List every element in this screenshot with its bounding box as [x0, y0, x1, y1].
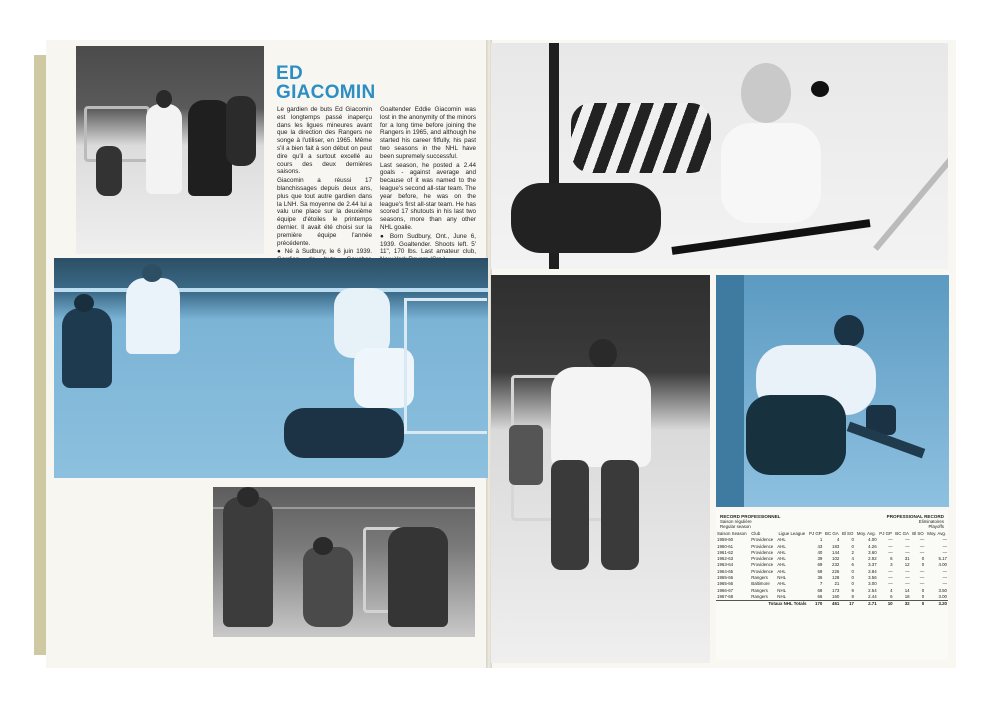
en-paragraph: Last season, he posted a 2.44 goals - against average and because of it was named to the league's second all-star team. The year before, he was on the league's first all-star team. He has scored 17 shutouts in his last two seasons, more than any other NHL goalie. — [380, 161, 476, 231]
record-cell: 0 — [921, 587, 925, 593]
record-cell: 0 — [921, 556, 925, 562]
record-cell: — — [942, 549, 947, 555]
col-header: BC GA — [895, 531, 909, 536]
record-cell: 1962-63 — [717, 556, 734, 562]
record-cell: 36 — [817, 575, 823, 581]
record-cell: 18 — [904, 593, 910, 599]
col-header: Bl SO — [912, 531, 924, 536]
photo-giacomin-diving — [491, 43, 948, 269]
fr-paragraph: ● Né à Sudbury, le 6 juin 1939. — [277, 248, 372, 256]
record-cell: 39 — [817, 556, 823, 562]
record-cell: 160 — [832, 593, 840, 599]
record-cell: 0 — [921, 562, 925, 568]
record-cell: 4 — [836, 537, 840, 543]
col-header: Moy. Avg. — [856, 531, 876, 536]
record-cell: 3 — [890, 562, 893, 568]
title-line-2: GIACOMIN — [276, 82, 376, 103]
record-cell: 3.56 — [868, 575, 877, 581]
record-cell: — — [888, 549, 893, 555]
record-cell: — — [942, 568, 947, 574]
record-cell: 2.92 — [868, 556, 877, 562]
record-title-fr: RECORD PROFESSIONNEL — [720, 514, 781, 519]
record-cell: 5.17 — [938, 556, 947, 562]
regular-season-en: Regular season — [720, 524, 751, 529]
record-cell: Rangers — [751, 593, 768, 599]
record-cell: 4.00 — [868, 537, 877, 543]
photo-giacomin-crouch-blue — [716, 275, 949, 507]
record-cell: — — [942, 543, 947, 549]
col-header: PJ GP — [809, 531, 822, 536]
record-cell: 0 — [851, 543, 854, 549]
record-cell: 40 — [817, 549, 823, 555]
record-cell: — — [888, 581, 893, 587]
record-cell: 232 — [832, 562, 840, 568]
record-cell: Providence — [751, 568, 774, 574]
record-cell: 31 — [904, 556, 910, 562]
record-cell: — — [919, 543, 925, 549]
record-cell: — — [919, 575, 925, 581]
photo-goalies-bottom-left — [213, 487, 475, 637]
col-header: Bl SO — [841, 531, 854, 536]
record-cell: 6 — [851, 562, 854, 568]
col-header: BC GA — [825, 531, 839, 536]
en-paragraph: Goaltender Eddie Giacomin was lost in the anonymity of the minors for a long time before joining the Rangers in 1965, and although he started his career fitfully, his past two seasons in the NHL have been supremely successful. — [380, 106, 476, 160]
record-cell: — — [919, 549, 925, 555]
record-cell: 0 — [851, 581, 854, 587]
record-cell: AHL — [777, 568, 786, 574]
record-cell: AHL — [777, 556, 786, 562]
record-cell: 68 — [817, 587, 823, 593]
playoffs-fr: Eliminatoires — [918, 519, 944, 524]
record-cell: 0 — [921, 593, 925, 599]
record-cell: — — [888, 568, 893, 574]
totals-label: Totaux NHL Totals — [716, 601, 807, 608]
photo-giacomin-rangers-jersey — [491, 275, 710, 663]
photo-giacomin-action-top-left — [76, 46, 264, 254]
totals-cell: 170 — [807, 601, 823, 608]
col-header: Saison Season — [717, 531, 747, 536]
record-cell: — — [905, 575, 910, 581]
record-cell: AHL — [777, 543, 786, 549]
record-cell: Rangers — [751, 575, 768, 581]
record-cell: — — [905, 568, 910, 574]
record-cell: 1959-60 — [717, 537, 734, 543]
photo-giacomin-save-blue — [54, 258, 488, 478]
record-cell: 1960-61 — [717, 543, 734, 549]
record-cell: Baltimore — [751, 581, 770, 587]
fr-paragraph: Le gardien de buts Ed Giacomin est longtemps passé inaperçu dans les ligues mineures avant que la direction des Rangers ne songe à l'utiliser, en 1965. Même s'il a bien fait à son début on peut dire qu'il a surtout excellé au cours des deux dernières saisons. — [277, 106, 372, 176]
record-cell: 1965-66 — [717, 575, 734, 581]
record-cell: NHL — [777, 593, 787, 599]
totals-cell: 32 — [894, 601, 911, 608]
record-cell: 173 — [832, 587, 840, 593]
record-cell: — — [919, 537, 925, 543]
record-cell: 1963-64 — [717, 562, 734, 568]
record-cell: 1961-62 — [717, 549, 734, 555]
record-cell: 144 — [832, 549, 840, 555]
totals-cell: 461 — [823, 601, 840, 608]
record-cell: 4.26 — [868, 543, 877, 549]
record-cell: 8 — [851, 593, 854, 599]
record-title-en: PROFESSIONAL RECORD — [886, 514, 944, 519]
record-cell: AHL — [777, 549, 786, 555]
col-header: PJ GP — [879, 531, 892, 536]
col-header: Moy. Avg. — [927, 531, 947, 536]
record-cell: — — [919, 568, 925, 574]
record-cell: 3.60 — [868, 549, 877, 555]
record-cell: 1967-68 — [717, 593, 734, 599]
record-cell: 128 — [832, 575, 840, 581]
record-cell: 183 — [832, 543, 840, 549]
totals-cell: 2.71 — [855, 601, 878, 608]
totals-cell: 0 — [911, 601, 926, 608]
record-cell: 4.00 — [938, 562, 947, 568]
record-cell: 2.44 — [868, 593, 877, 599]
record-cell: 4 — [890, 587, 893, 593]
record-cell: — — [888, 575, 893, 581]
regular-season-fr: Saison régulière — [720, 519, 752, 524]
record-cell: 0 — [851, 537, 854, 543]
record-cell: 66 — [817, 593, 823, 599]
record-stats-table — [716, 531, 948, 608]
record-cell: — — [905, 581, 910, 587]
record-cell: 3.00 — [868, 581, 877, 587]
record-cell: 69 — [817, 562, 823, 568]
record-cell: AHL — [777, 537, 786, 543]
record-cell: 3.84 — [868, 568, 877, 574]
record-cell: 3.50 — [938, 587, 947, 593]
record-cell: 1 — [819, 537, 823, 543]
record-cell: 21 — [834, 581, 840, 587]
record-cell: Providence — [751, 537, 774, 543]
record-cell: 1966-67 — [717, 587, 734, 593]
record-cell: AHL — [777, 562, 786, 568]
record-cell: AHL — [777, 581, 786, 587]
totals-cell: 17 — [840, 601, 855, 608]
record-cell: — — [942, 575, 947, 581]
record-cell: 226 — [832, 568, 840, 574]
record-cell: 102 — [832, 556, 840, 562]
record-cell: 4 — [851, 556, 854, 562]
record-row — [716, 594, 948, 601]
record-cell: NHL — [777, 587, 787, 593]
record-body — [716, 537, 948, 600]
record-cell: Providence — [751, 562, 774, 568]
totals-cell: 10 — [878, 601, 894, 608]
record-cell: 2.54 — [868, 587, 877, 593]
record-cell: — — [888, 537, 893, 543]
record-cell: — — [919, 581, 925, 587]
english-text-column — [380, 106, 476, 265]
en-paragraph: ● Born Sudbury, Ont., June 6, 1939. Goaltender. Shoots left. 5' 11", 170 lbs. Last amateur club, — [380, 232, 476, 256]
record-cell: 12 — [904, 562, 910, 568]
record-cell: — — [905, 543, 910, 549]
record-cell: — — [905, 537, 910, 543]
professional-record-table — [716, 510, 948, 660]
playoffs-en: Playoffs — [928, 524, 944, 529]
record-cell: Rangers — [751, 587, 768, 593]
record-cell: 3.37 — [868, 562, 877, 568]
record-cell: 0 — [851, 568, 854, 574]
record-cell: — — [888, 543, 893, 549]
article-title — [276, 64, 376, 102]
record-cell: Providence — [751, 543, 774, 549]
record-cell: Providence — [751, 556, 774, 562]
col-header: Ligue League — [778, 531, 806, 536]
record-cell: 9 — [851, 587, 854, 593]
record-cell: — — [942, 537, 947, 543]
record-cell: 7 — [819, 581, 823, 587]
record-cell: 14 — [904, 587, 910, 593]
record-totals-row — [716, 601, 948, 608]
record-cell: 1965-66 — [717, 581, 734, 587]
record-cell: 1964-65 — [717, 568, 734, 574]
record-cell: 59 — [817, 568, 823, 574]
totals-cell: 3.20 — [925, 601, 948, 608]
record-cell: 6 — [890, 593, 893, 599]
record-cell: 0 — [851, 575, 854, 581]
record-cell: 6 — [890, 556, 893, 562]
title-line-1: ED — [276, 63, 303, 84]
record-cell: 2 — [851, 549, 854, 555]
record-cell: — — [942, 581, 947, 587]
col-header: Club — [751, 531, 761, 536]
record-cell: Providence — [751, 549, 774, 555]
record-cell: 3.00 — [938, 593, 947, 599]
record-cell: NHL — [777, 575, 787, 581]
record-cell: — — [905, 549, 910, 555]
record-cell: 43 — [817, 543, 823, 549]
fr-paragraph: Giacomin a réussi 17 blanchissages depuis deux ans, plus que tout autre gardien dans la LNH. Sa moyenne de 2.44 lui a valu une place sur la deuxième équipe d'étoiles le printemps dernier. Il avait été choisi sur la première équipe l'année précédente. — [277, 177, 372, 247]
